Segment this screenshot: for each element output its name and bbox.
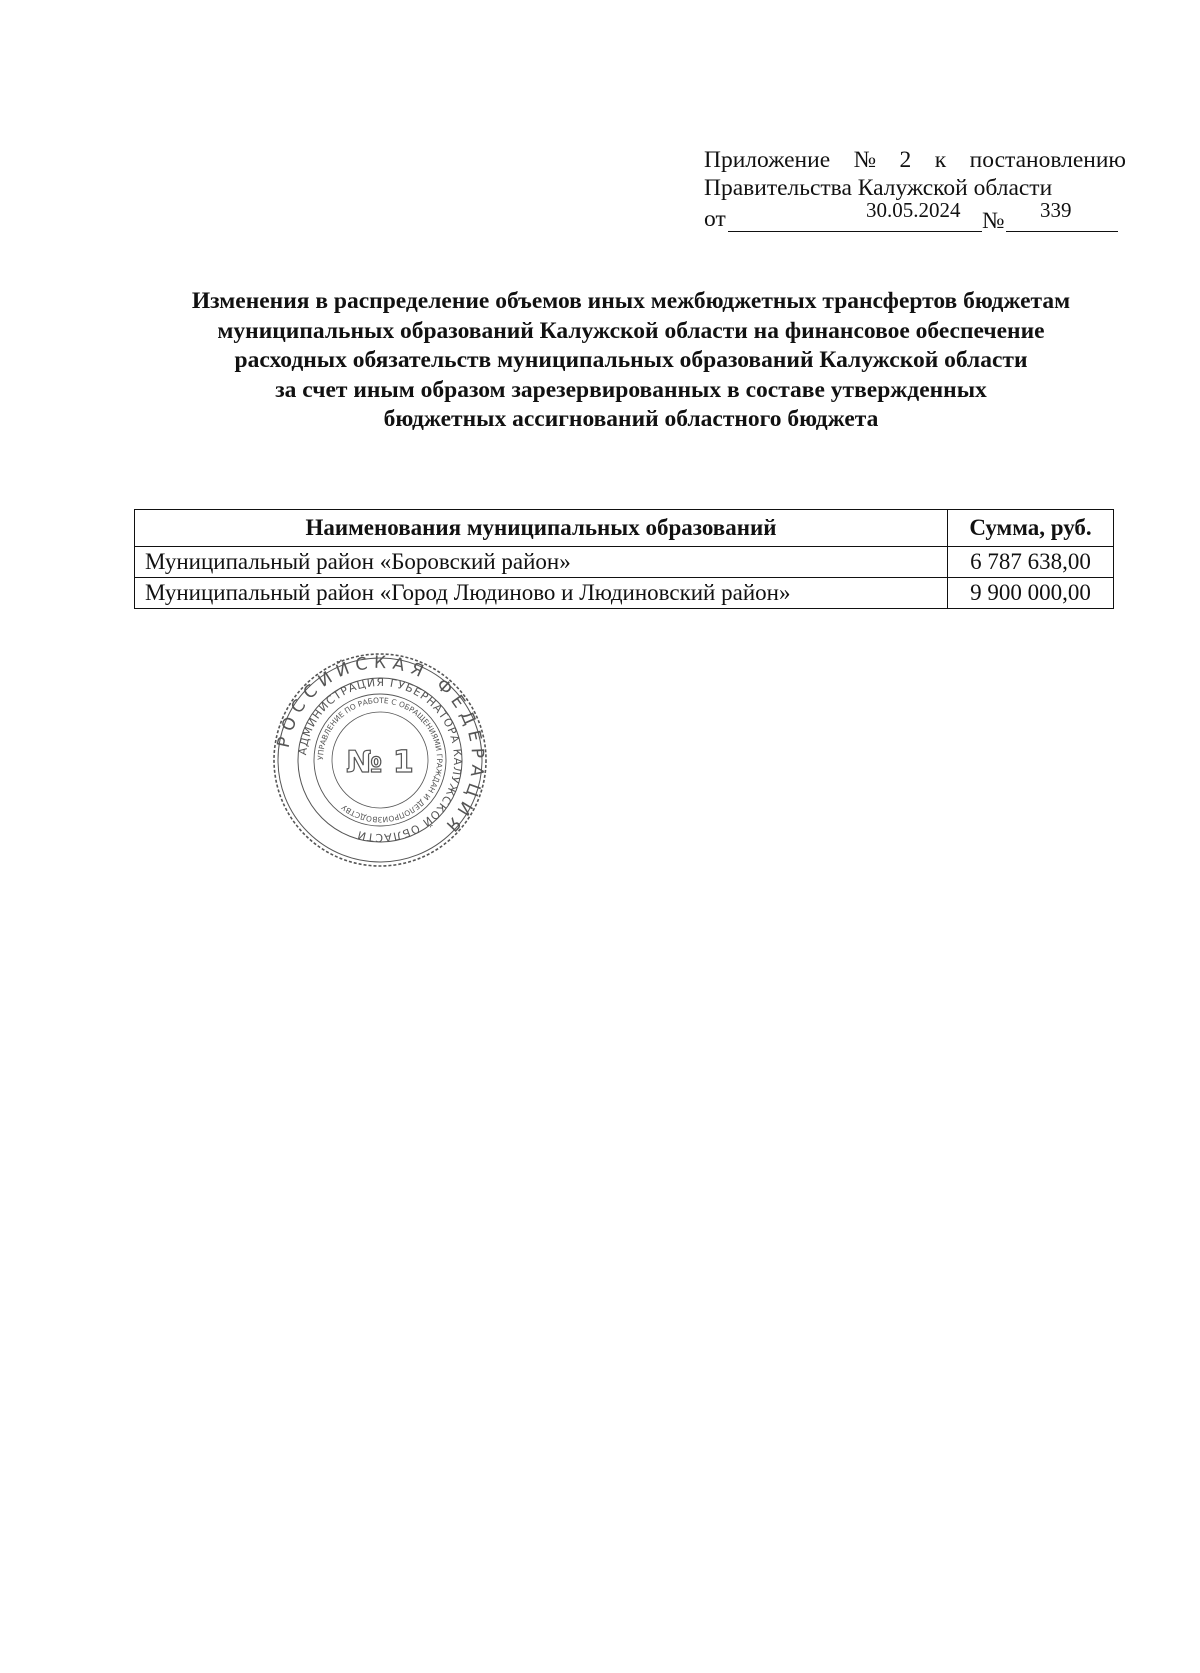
municipality-name: Муниципальный район «Боровский район» — [135, 547, 948, 578]
title-line: за счет иным образом зарезервированных в составе утвержденных — [275, 376, 987, 403]
date-underline — [728, 231, 982, 232]
distribution-table — [134, 509, 1114, 609]
attachment-line-1 — [704, 146, 1126, 174]
document-title — [140, 287, 1122, 435]
title-line: муниципальных образований Калужской области на финансовое обеспечение — [217, 317, 1045, 344]
seal-second-text: АДМИНИСТРАЦИЯ ГУБЕРНАТОРА КАЛУЖСКОЙ ОБЛАСТИ — [296, 675, 465, 845]
header-sum: Сумма, руб. — [948, 510, 1114, 547]
title-line: бюджетных ассигнований областного бюджета — [383, 406, 879, 432]
number-underline — [1006, 231, 1118, 232]
table-header-row — [135, 510, 1114, 547]
seal-outer-text: РОССИЙСКАЯ ФЕДЕРАЦИЯ — [273, 652, 488, 840]
municipality-name: Муниципальный район «Город Людиново и Людиновский район» — [135, 578, 948, 609]
attachment-header — [704, 146, 1126, 237]
attachment-line-2: Правительства Калужской области — [704, 175, 1053, 201]
table-row — [135, 547, 1114, 578]
seal-inner-text: УПРАВЛЕНИЕ ПО РАБОТЕ С ОБРАЩЕНИЯМИ ГРАЖДАН И ДЕЛОПРОИЗВОДСТВУ — [315, 695, 445, 825]
sum-value: 6 787 638,00 — [948, 547, 1114, 578]
header-municipality: Наименования муниципальных образований — [135, 510, 948, 547]
resolution-number: 339 — [1040, 198, 1072, 222]
attachment-word: № — [853, 147, 877, 173]
title-line: Изменения в распределение объемов иных межбюджетных трансфертов бюджетам — [191, 288, 1071, 314]
attachment-line-3 — [704, 198, 1126, 237]
attachment-word: к — [934, 147, 947, 173]
attachment-word: 2 — [899, 147, 912, 173]
title-line: расходных обязательств муниципальных образований Калужской области — [234, 347, 1028, 373]
table-row — [135, 578, 1114, 609]
attachment-word: Приложение — [704, 147, 831, 173]
number-label: № — [982, 208, 1005, 234]
seal-center-number: № 1 — [346, 745, 414, 780]
attachment-word: постановлению — [969, 147, 1126, 173]
resolution-date: 30.05.2024 — [866, 198, 961, 222]
date-label: от — [704, 206, 726, 232]
official-seal — [270, 650, 490, 870]
sum-value: 9 900 000,00 — [948, 578, 1114, 609]
